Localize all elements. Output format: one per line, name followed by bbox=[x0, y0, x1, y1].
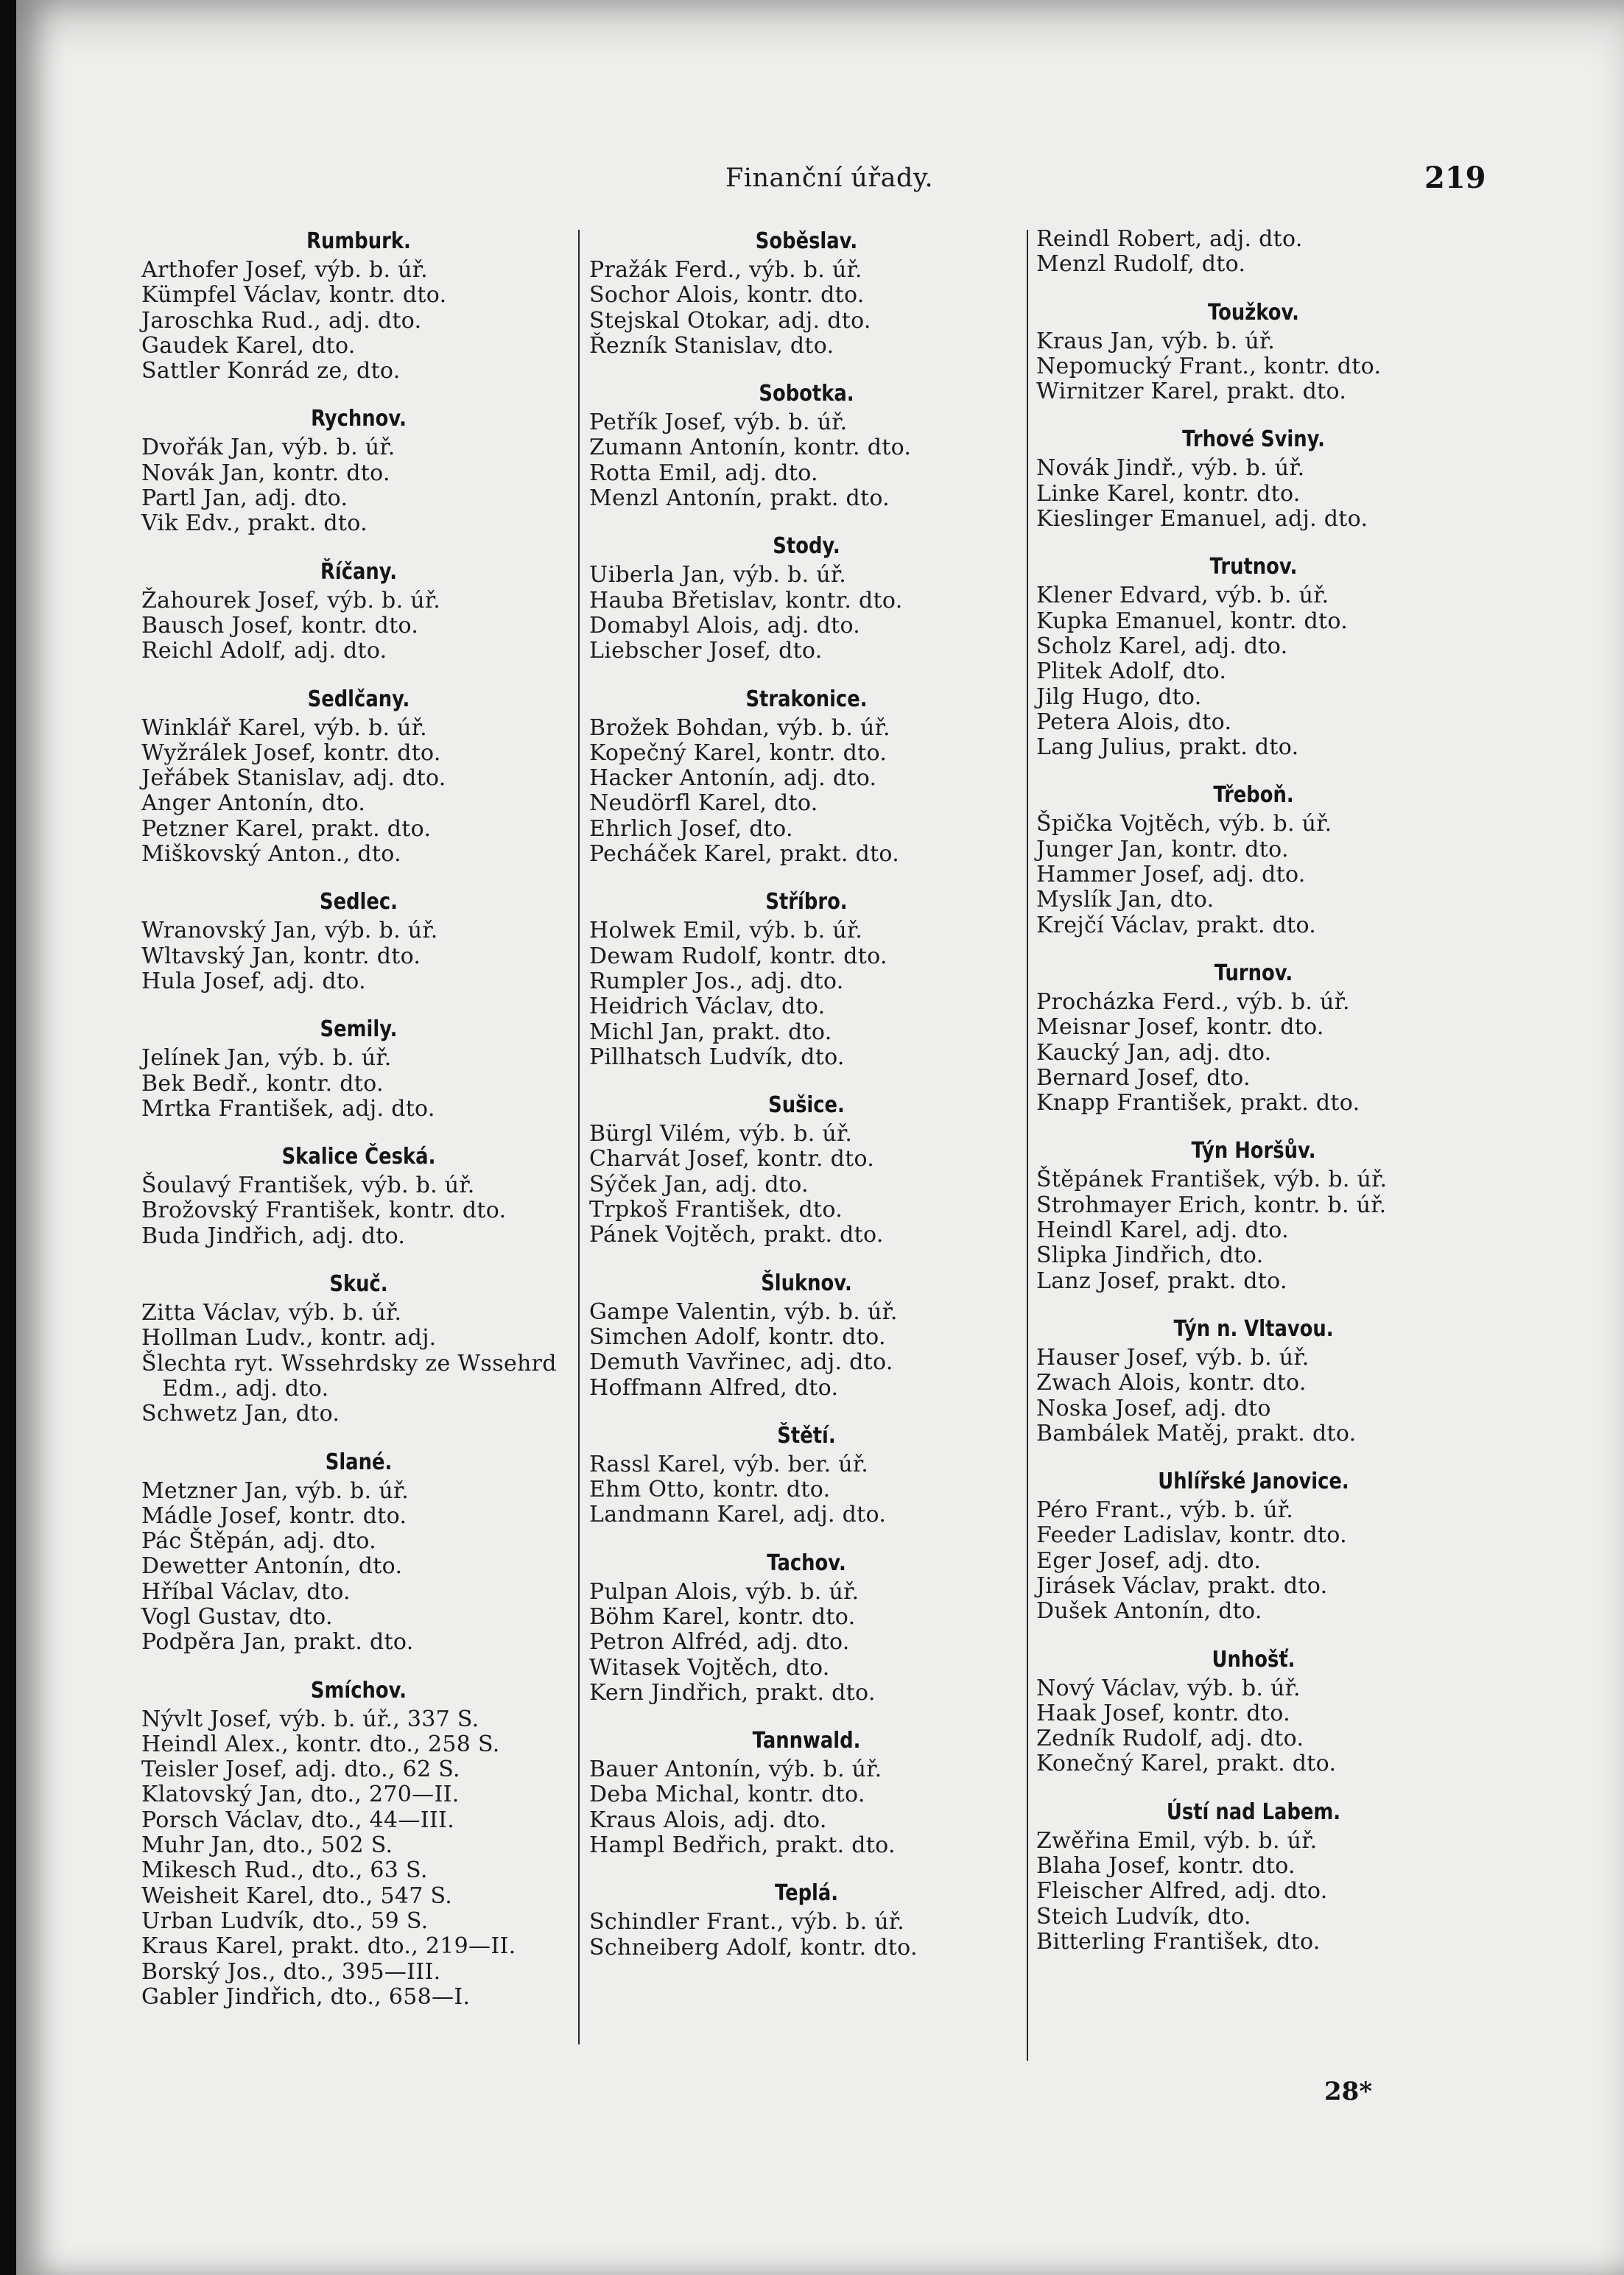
staff-entry: Pražák Ferd., výb. b. úř. bbox=[589, 257, 862, 283]
staff-entry: Linke Karel, kontr. dto. bbox=[1036, 480, 1301, 507]
staff-entry: Pillhatsch Ludvík, dto. bbox=[589, 1044, 845, 1070]
staff-entry: Kraus Jan, výb. b. úř. bbox=[1036, 328, 1276, 354]
staff-entry: Pulpan Alois, výb. b. úř. bbox=[589, 1578, 860, 1605]
section-title: Slané. bbox=[325, 1449, 393, 1475]
staff-entry: Liebscher Josef, dto. bbox=[589, 638, 823, 664]
staff-entry: Zedník Rudolf, adj. dto. bbox=[1036, 1726, 1304, 1752]
section-title: Skalice Česká. bbox=[281, 1144, 436, 1170]
section-title: Šluknov. bbox=[761, 1270, 852, 1296]
section-title: Skuč. bbox=[329, 1271, 388, 1298]
office-section bbox=[1036, 1136, 1471, 1293]
staff-entry: Dvořák Jan, výb. b. úř. bbox=[141, 435, 396, 461]
staff-entry: Wirnitzer Karel, prakt. dto. bbox=[1036, 379, 1347, 405]
section-title: Třeboň. bbox=[1213, 782, 1294, 809]
staff-entry: Petřík Josef, výb. b. úř. bbox=[589, 409, 848, 436]
office-section bbox=[589, 1549, 1024, 1706]
staff-entry: Uiberla Jan, výb. b. úř. bbox=[589, 562, 847, 588]
section-title: Trhové Sviny. bbox=[1182, 426, 1325, 453]
staff-entry: Sochor Alois, kontr. dto. bbox=[589, 282, 865, 309]
staff-entry: Edm., adj. dto. bbox=[162, 1375, 329, 1402]
staff-entry: Pánek Vojtěch, prakt. dto. bbox=[589, 1222, 884, 1248]
staff-entry: Ehrlich Josef, dto. bbox=[589, 815, 793, 842]
staff-entry: Wyžrálek Josef, kontr. dto. bbox=[141, 739, 441, 766]
staff-entry: Witasek Vojtěch, dto. bbox=[589, 1654, 830, 1681]
page-number: 219 bbox=[1424, 161, 1486, 195]
staff-entry: Bernard Josef, dto. bbox=[1036, 1064, 1251, 1091]
staff-entry: Simchen Adolf, kontr. dto. bbox=[589, 1323, 886, 1350]
staff-entry: Rotta Emil, adj. dto. bbox=[589, 460, 818, 486]
staff-entry: Kupka Emanuel, kontr. dto. bbox=[1036, 608, 1349, 634]
office-section bbox=[141, 1676, 576, 2011]
staff-entry: Štěpánek František, výb. b. úř. bbox=[1036, 1167, 1388, 1193]
staff-entry: Buda Jindřich, adj. dto. bbox=[141, 1223, 406, 1249]
office-section bbox=[1036, 781, 1471, 938]
section-title: Uhlířské Janovice. bbox=[1158, 1469, 1349, 1495]
staff-entry: Šlechta ryt. Wssehrdsky ze Wssehrd bbox=[141, 1350, 557, 1376]
staff-entry: Feeder Ladislav, kontr. dto. bbox=[1036, 1522, 1347, 1549]
section-title: Stříbro. bbox=[765, 889, 848, 915]
staff-entry: Kieslinger Emanuel, adj. dto. bbox=[1036, 506, 1368, 532]
staff-entry: Jelínek Jan, výb. b. úř. bbox=[141, 1045, 392, 1072]
staff-entry: Wltavský Jan, kontr. dto. bbox=[141, 943, 421, 969]
staff-entry: Trpkoš František, dto. bbox=[589, 1197, 843, 1223]
column-3 bbox=[1036, 227, 1471, 1975]
staff-entry: Menzl Antonín, prakt. dto. bbox=[589, 485, 890, 512]
section-title: Teplá. bbox=[774, 1880, 839, 1907]
office-section bbox=[141, 1270, 576, 1427]
office-section bbox=[141, 1015, 576, 1122]
staff-entry: Weisheit Karel, dto., 547 S. bbox=[141, 1882, 453, 1909]
staff-entry: Sattler Konrád ze, dto. bbox=[141, 358, 401, 384]
section-title: Týn Horšův. bbox=[1191, 1138, 1316, 1164]
office-section bbox=[589, 227, 1024, 359]
office-section bbox=[1036, 425, 1471, 532]
staff-entry: Hula Josef, adj. dto. bbox=[141, 968, 366, 994]
staff-entry: Haak Josef, kontr. dto. bbox=[1036, 1700, 1290, 1726]
staff-entry: Mádle Josef, kontr. dto. bbox=[141, 1502, 407, 1529]
section-title: Říčany. bbox=[320, 558, 398, 585]
staff-entry: Kern Jindřich, prakt. dto. bbox=[589, 1679, 876, 1706]
staff-entry: Stejskal Otokar, adj. dto. bbox=[589, 307, 871, 334]
section-title: Turnov. bbox=[1214, 960, 1293, 986]
staff-entry: Pác Štěpán, adj. dto. bbox=[141, 1528, 376, 1555]
office-section bbox=[1036, 959, 1471, 1116]
office-section bbox=[1036, 1645, 1471, 1777]
staff-entry: Slipka Jindřich, dto. bbox=[1036, 1242, 1264, 1269]
section-title: Rychnov. bbox=[311, 406, 407, 432]
office-section bbox=[1036, 1315, 1471, 1446]
staff-entry: Hacker Antonín, adj. dto. bbox=[589, 765, 877, 792]
staff-entry: Krejčí Václav, prakt. dto. bbox=[1036, 912, 1317, 938]
staff-entry: Lang Julius, prakt. dto. bbox=[1036, 734, 1299, 761]
staff-entry: Bitterling František, dto. bbox=[1036, 1928, 1321, 1955]
office-section bbox=[1036, 1798, 1471, 1955]
staff-entry: Metzner Jan, výb. b. úř. bbox=[141, 1477, 409, 1504]
staff-entry: Nepomucký Frant., kontr. dto. bbox=[1036, 353, 1382, 379]
office-section bbox=[589, 532, 1024, 664]
section-title: Toužkov. bbox=[1207, 299, 1299, 326]
staff-entry: Dušek Antonín, dto. bbox=[1036, 1598, 1262, 1625]
staff-entry: Schindler Frant., výb. b. úř. bbox=[589, 1909, 905, 1935]
staff-entry: Hoffmann Alfred, dto. bbox=[589, 1374, 839, 1401]
staff-entry: Brožek Bohdan, výb. b. úř. bbox=[589, 714, 890, 741]
section-title: Sedlčany. bbox=[307, 686, 410, 712]
staff-entry: Podpěra Jan, prakt. dto. bbox=[141, 1629, 414, 1656]
staff-entry: Porsch Václav, dto., 44—III. bbox=[141, 1807, 455, 1833]
office-section bbox=[589, 887, 1024, 1070]
scanned-page bbox=[16, 0, 1624, 2275]
staff-entry: Schneiberg Adolf, kontr. dto. bbox=[589, 1934, 918, 1961]
staff-entry: Klatovský Jan, dto., 270—II. bbox=[141, 1782, 460, 1808]
section-title: Soběslav. bbox=[755, 228, 858, 254]
staff-entry: Miškovský Anton., dto. bbox=[141, 841, 401, 868]
staff-entry: Landmann Karel, adj. dto. bbox=[589, 1502, 887, 1528]
staff-entry: Kraus Karel, prakt. dto., 219—II. bbox=[141, 1933, 516, 1960]
staff-entry: Petzner Karel, prakt. dto. bbox=[141, 815, 432, 842]
staff-entry: Muhr Jan, dto., 502 S. bbox=[141, 1832, 393, 1859]
section-title: Sobotka. bbox=[759, 381, 854, 407]
staff-entry: Hauba Břetislav, kontr. dto. bbox=[589, 587, 903, 613]
staff-entry: Kaucký Jan, adj. dto. bbox=[1036, 1039, 1272, 1066]
section-title: Strakonice. bbox=[745, 686, 868, 712]
staff-entry: Bausch Josef, kontr. dto. bbox=[141, 612, 419, 639]
staff-entry: Charvát Josef, kontr. dto. bbox=[589, 1146, 875, 1172]
staff-entry: Petera Alois, dto. bbox=[1036, 708, 1232, 735]
staff-entry: Dewetter Antonín, dto. bbox=[141, 1553, 403, 1580]
section-title: Tannwald. bbox=[752, 1728, 861, 1754]
staff-entry: Arthofer Josef, výb. b. úř. bbox=[141, 257, 428, 283]
staff-entry: Bek Bedř., kontr. dto. bbox=[141, 1070, 384, 1097]
staff-entry: Menzl Rudolf, dto. bbox=[1036, 251, 1246, 278]
staff-entry: Petron Alfréd, adj. dto. bbox=[589, 1629, 850, 1656]
section-title: Sedlec. bbox=[320, 889, 398, 915]
staff-entry: Hollman Ludv., kontr. adj. bbox=[141, 1325, 437, 1351]
staff-entry: Brožovský František, kontr. dto. bbox=[141, 1198, 507, 1224]
office-section bbox=[589, 1421, 1024, 1528]
staff-entry: Scholz Karel, adj. dto. bbox=[1036, 633, 1288, 659]
staff-entry: Vogl Gustav, dto. bbox=[141, 1603, 333, 1630]
staff-entry: Domabyl Alois, adj. dto. bbox=[589, 612, 861, 639]
office-section bbox=[1036, 552, 1471, 760]
office-section bbox=[589, 379, 1024, 511]
office-section bbox=[141, 685, 576, 868]
staff-entry: Špička Vojtěch, výb. b. úř. bbox=[1036, 811, 1332, 837]
staff-entry: Michl Jan, prakt. dto. bbox=[589, 1019, 832, 1045]
staff-entry: Partl Jan, adj. dto. bbox=[141, 485, 348, 512]
staff-entry: Jeřábek Stanislav, adj. dto. bbox=[141, 765, 446, 792]
staff-entry: Hauser Josef, výb. b. úř. bbox=[1036, 1344, 1310, 1371]
office-section bbox=[141, 1142, 576, 1249]
staff-entry: Kümpfel Václav, kontr. dto. bbox=[141, 282, 447, 309]
staff-entry: Nový Václav, výb. b. úř. bbox=[1036, 1675, 1301, 1701]
staff-entry: Böhm Karel, kontr. dto. bbox=[589, 1603, 856, 1630]
office-section bbox=[1036, 227, 1471, 278]
staff-entry: Procházka Ferd., výb. b. úř. bbox=[1036, 988, 1350, 1015]
staff-entry: Holwek Emil, výb. b. úř. bbox=[589, 918, 863, 944]
office-section bbox=[589, 1879, 1024, 1961]
staff-entry: Bauer Antonín, výb. b. úř. bbox=[589, 1757, 882, 1783]
staff-entry: Deba Michal, kontr. dto. bbox=[589, 1782, 865, 1808]
staff-entry: Zitta Václav, výb. b. úř. bbox=[141, 1300, 402, 1326]
staff-entry: Péro Frant., výb. b. úř. bbox=[1036, 1497, 1294, 1524]
staff-entry: Dewam Rudolf, kontr. dto. bbox=[589, 943, 887, 969]
staff-entry: Zumann Antonín, kontr. dto. bbox=[589, 435, 912, 461]
staff-entry: Kraus Alois, adj. dto. bbox=[589, 1807, 827, 1833]
section-title: Ústí nad Labem. bbox=[1166, 1798, 1341, 1825]
office-section bbox=[141, 558, 576, 664]
staff-entry: Reindl Robert, adj. dto. bbox=[1036, 226, 1303, 252]
staff-entry: Konečný Karel, prakt. dto. bbox=[1036, 1751, 1337, 1777]
staff-entry: Nývlt Josef, výb. b. úř., 337 S. bbox=[141, 1706, 479, 1732]
office-section bbox=[1036, 1467, 1471, 1624]
column-1 bbox=[141, 227, 576, 2030]
staff-entry: Teisler Josef, adj. dto., 62 S. bbox=[141, 1757, 460, 1783]
staff-entry: Blaha Josef, kontr. dto. bbox=[1036, 1853, 1296, 1880]
staff-entry: Neudörfl Karel, dto. bbox=[589, 790, 818, 817]
signature-mark: 28* bbox=[1324, 2077, 1373, 2106]
staff-entry: Zwěřina Emil, výb. b. úř. bbox=[1036, 1827, 1318, 1854]
section-title: Unhošť. bbox=[1212, 1646, 1296, 1673]
staff-entry: Rumpler Jos., adj. dto. bbox=[589, 968, 844, 994]
staff-entry: Gaudek Karel, dto. bbox=[141, 332, 356, 359]
staff-entry: Anger Antonín, dto. bbox=[141, 790, 366, 817]
staff-entry: Plitek Adolf, dto. bbox=[1036, 658, 1227, 685]
staff-entry: Gampe Valentin, výb. b. úř. bbox=[589, 1298, 898, 1325]
section-title: Smíchov. bbox=[310, 1677, 407, 1703]
staff-entry: Eger Josef, adj. dto. bbox=[1036, 1547, 1262, 1574]
page-header-title: Finanční úřady. bbox=[725, 163, 934, 193]
section-title: Semily. bbox=[320, 1016, 398, 1043]
office-section bbox=[589, 685, 1024, 868]
staff-entry: Myslík Jan, dto. bbox=[1036, 887, 1215, 913]
staff-entry: Hampl Bedřich, prakt. dto. bbox=[589, 1832, 896, 1859]
staff-entry: Strohmayer Erich, kontr. b. úř. bbox=[1036, 1192, 1387, 1218]
office-section bbox=[589, 1091, 1024, 1248]
office-section bbox=[141, 404, 576, 536]
staff-entry: Wranovský Jan, výb. b. úř. bbox=[141, 918, 438, 944]
section-title: Tachov. bbox=[767, 1550, 846, 1576]
staff-entry: Kopečný Karel, kontr. dto. bbox=[589, 739, 887, 766]
office-section bbox=[589, 1726, 1024, 1858]
staff-entry: Heidrich Václav, dto. bbox=[589, 994, 826, 1020]
staff-entry: Zwach Alois, kontr. dto. bbox=[1036, 1370, 1307, 1396]
staff-entry: Junger Jan, kontr. dto. bbox=[1036, 836, 1289, 862]
staff-entry: Reichl Adolf, adj. dto. bbox=[141, 638, 387, 664]
staff-entry: Mikesch Rud., dto., 63 S. bbox=[141, 1857, 428, 1884]
staff-entry: Jirásek Václav, prakt. dto. bbox=[1036, 1572, 1328, 1599]
staff-entry: Žahourek Josef, výb. b. úř. bbox=[141, 587, 441, 613]
office-section bbox=[1036, 298, 1471, 405]
staff-entry: Meisnar Josef, kontr. dto. bbox=[1036, 1014, 1324, 1041]
section-title: Stody. bbox=[773, 533, 840, 560]
staff-entry: Jilg Hugo, dto. bbox=[1036, 683, 1202, 710]
staff-entry: Ehm Otto, kontr. dto. bbox=[589, 1477, 831, 1503]
staff-entry: Mrtka František, adj. dto. bbox=[141, 1095, 435, 1122]
staff-entry: Jaroschka Rud., adj. dto. bbox=[141, 307, 422, 334]
staff-entry: Novák Jan, kontr. dto. bbox=[141, 460, 390, 486]
staff-entry: Urban Ludvík, dto., 59 S. bbox=[141, 1907, 429, 1934]
staff-entry: Vik Edv., prakt. dto. bbox=[141, 510, 368, 537]
staff-entry: Heindl Alex., kontr. dto., 258 S. bbox=[141, 1731, 500, 1757]
column-2 bbox=[589, 227, 1024, 1981]
staff-entry: Schwetz Jan, dto. bbox=[141, 1401, 340, 1427]
staff-entry: Rassl Karel, výb. ber. úř. bbox=[589, 1451, 869, 1477]
office-section bbox=[589, 1269, 1024, 1401]
column-divider bbox=[1027, 230, 1028, 2061]
section-title: Týn n. Vltavou. bbox=[1173, 1315, 1334, 1342]
staff-entry: Demuth Vavřinec, adj. dto. bbox=[589, 1349, 893, 1376]
staff-entry: Winklář Karel, výb. b. úř. bbox=[141, 714, 427, 741]
staff-entry: Bambálek Matěj, prakt. dto. bbox=[1036, 1420, 1357, 1446]
section-title: Štětí. bbox=[777, 1422, 836, 1449]
staff-entry: Gabler Jindřich, dto., 658—I. bbox=[141, 1983, 471, 2010]
staff-entry: Borský Jos., dto., 395—III. bbox=[141, 1958, 441, 1985]
staff-entry: Šoulavý František, výb. b. úř. bbox=[141, 1172, 475, 1199]
staff-entry: Noska Josef, adj. dto bbox=[1036, 1395, 1271, 1421]
staff-entry: Bürgl Vilém, výb. b. úř. bbox=[589, 1121, 853, 1147]
staff-entry: Pecháček Karel, prakt. dto. bbox=[589, 841, 900, 868]
column-divider bbox=[578, 230, 580, 2044]
staff-entry: Knapp František, prakt. dto. bbox=[1036, 1090, 1360, 1117]
staff-entry: Sýček Jan, adj. dto. bbox=[589, 1171, 809, 1198]
office-section bbox=[141, 1448, 576, 1656]
staff-entry: Hammer Josef, adj. dto. bbox=[1036, 862, 1306, 888]
staff-entry: Novák Jindř., výb. b. úř. bbox=[1036, 455, 1305, 482]
staff-entry: Steich Ludvík, dto. bbox=[1036, 1903, 1251, 1930]
office-section bbox=[141, 227, 576, 384]
section-title: Trutnov. bbox=[1209, 554, 1298, 580]
office-section bbox=[141, 887, 576, 994]
staff-entry: Fleischer Alfred, adj. dto. bbox=[1036, 1878, 1328, 1905]
staff-entry: Klener Edvard, výb. b. úř. bbox=[1036, 583, 1329, 609]
section-title: Sušice. bbox=[768, 1092, 845, 1119]
section-title: Rumburk. bbox=[306, 228, 411, 254]
staff-entry: Lanz Josef, prakt. dto. bbox=[1036, 1267, 1287, 1294]
staff-entry: Řezník Stanislav, dto. bbox=[589, 332, 834, 359]
staff-entry: Heindl Karel, adj. dto. bbox=[1036, 1217, 1289, 1244]
staff-entry: Hříbal Václav, dto. bbox=[141, 1578, 351, 1605]
